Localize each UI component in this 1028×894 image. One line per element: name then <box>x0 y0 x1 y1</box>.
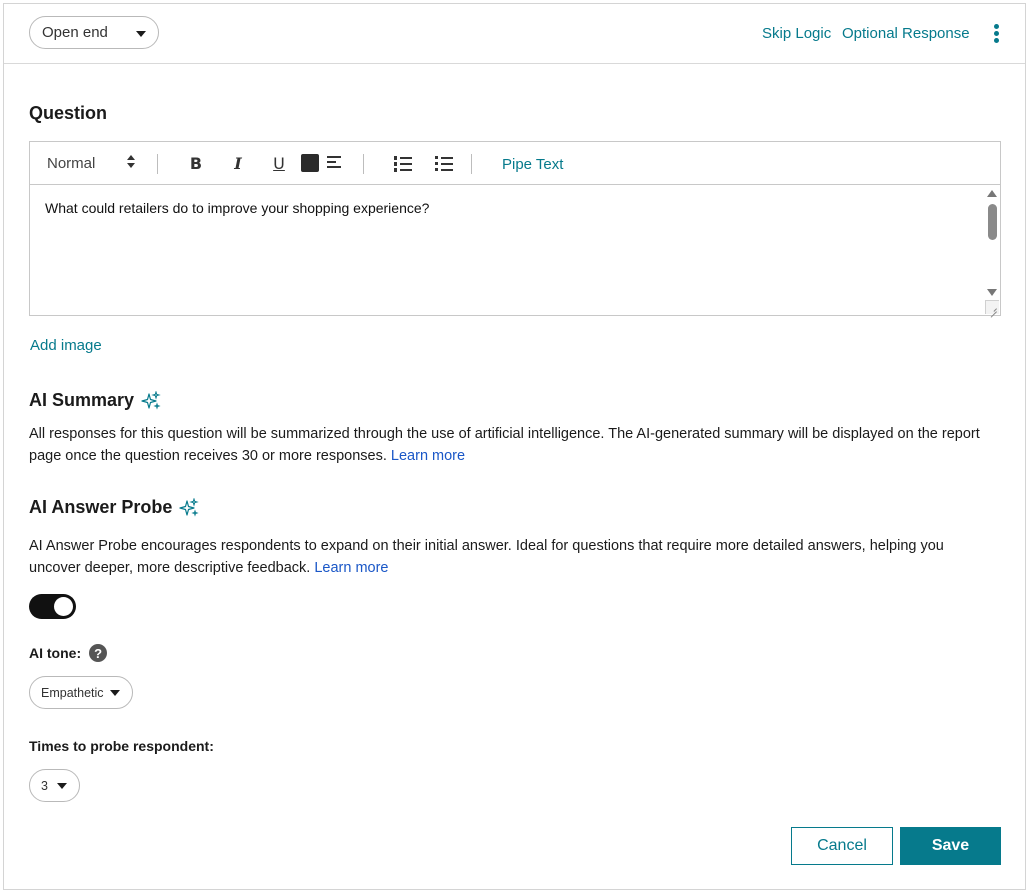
times-to-probe-select[interactable] <box>29 769 80 802</box>
ai-tone-value: Empathetic <box>41 685 104 700</box>
question-type-value: Open end <box>42 24 108 41</box>
question-header-bar <box>4 4 1025 64</box>
ai-answer-probe-description: AI Answer Probe encourages respondents to expand on their initial answer. Ideal for questions that require more detailed answers, helping you uncover deeper, more descriptive feedback. Learn more <box>29 538 944 576</box>
question-text[interactable]: What could retailers do to improve your shopping experience? <box>45 200 430 216</box>
toggle-knob <box>54 597 73 616</box>
save-button[interactable]: Save <box>900 827 1001 865</box>
ai-tone-label-row <box>29 644 107 662</box>
bullet-list-icon[interactable] <box>435 155 453 171</box>
cancel-button[interactable]: Cancel <box>791 827 893 865</box>
toolbar-divider <box>471 154 472 174</box>
italic-button[interactable]: I <box>234 153 242 173</box>
toolbar-divider <box>363 154 364 174</box>
question-text-area[interactable] <box>30 186 1000 315</box>
align-left-icon[interactable] <box>327 156 343 170</box>
sparkle-icon <box>179 498 199 518</box>
question-editor-panel <box>3 3 1026 890</box>
ai-answer-probe-toggle[interactable] <box>29 594 76 619</box>
ai-tone-select[interactable] <box>29 676 133 709</box>
ai-summary-description: All responses for this question will be summarized through the use of artificial intelligence. The AI-generated summary will be displayed on the report page once the question receives 30 or more responses. Learn more <box>29 426 980 464</box>
ai-summary-title: AI Summary <box>29 390 135 410</box>
times-to-probe-value: 3 <box>41 778 48 793</box>
ai-answer-probe-title: AI Answer Probe <box>29 497 173 517</box>
ai-tone-label: AI tone: <box>29 645 82 661</box>
up-down-arrows-icon[interactable] <box>127 155 135 171</box>
scroll-thumb[interactable] <box>988 204 997 240</box>
ai-answer-probe-heading <box>29 497 199 518</box>
text-color-button[interactable] <box>301 154 319 172</box>
more-options-icon[interactable] <box>991 24 1001 44</box>
chevron-down-icon <box>57 783 67 789</box>
ai-answer-probe-learn-more-link[interactable]: Learn more <box>314 560 389 576</box>
chevron-down-icon <box>136 31 146 37</box>
chevron-down-icon <box>110 690 120 696</box>
help-icon[interactable]: ? <box>89 644 107 662</box>
pipe-text-button[interactable]: Pipe Text <box>502 156 564 173</box>
times-to-probe-label: Times to probe respondent: <box>29 738 214 754</box>
underline-button[interactable]: U <box>273 153 285 173</box>
bold-button[interactable]: B <box>189 153 203 173</box>
toolbar-divider <box>157 154 158 174</box>
ordered-list-icon[interactable] <box>394 155 412 171</box>
scroll-down-icon[interactable] <box>987 289 997 296</box>
editor-toolbar <box>30 142 1000 185</box>
resize-handle-icon[interactable] <box>985 300 999 314</box>
editor-scrollbar[interactable] <box>986 190 998 296</box>
add-image-link[interactable]: Add image <box>30 337 102 354</box>
scroll-up-icon[interactable] <box>987 190 997 197</box>
optional-response-link[interactable]: Optional Response <box>842 25 970 42</box>
question-label: Question <box>29 103 108 123</box>
text-style-select[interactable]: Normal <box>47 154 96 172</box>
ai-summary-learn-more-link[interactable]: Learn more <box>390 448 466 464</box>
sparkle-icon <box>141 391 161 411</box>
rich-text-editor <box>29 141 1001 316</box>
ai-summary-heading <box>29 390 161 411</box>
question-type-select[interactable] <box>29 16 159 49</box>
skip-logic-link[interactable]: Skip Logic <box>762 25 832 42</box>
